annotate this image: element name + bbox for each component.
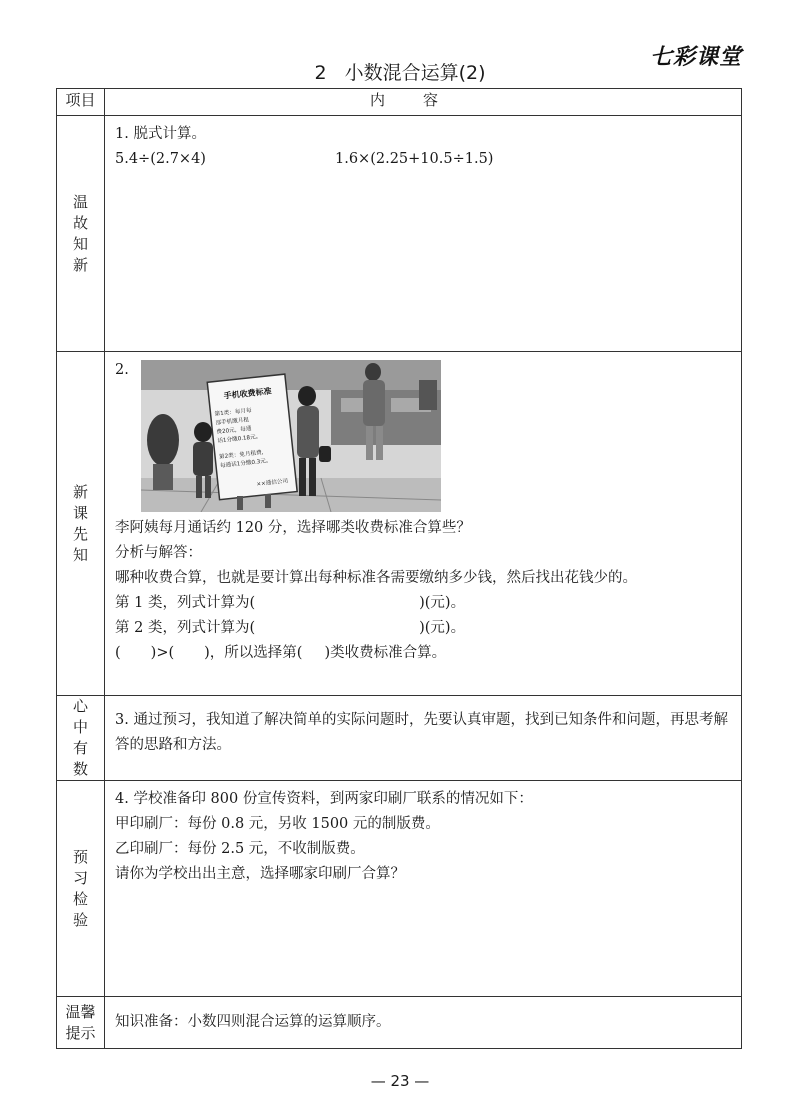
expression-2: 1.6×(2.25+10.5÷1.5) — [335, 151, 494, 167]
section-preview-check — [57, 781, 742, 997]
section-summary — [57, 696, 742, 781]
svg-text:每通话1分缴0.3元。: 每通话1分缴0.3元。 — [219, 458, 272, 470]
sign-title: 手机收费标准 — [223, 386, 272, 401]
section-content — [105, 696, 742, 781]
header-content: 内容 — [105, 89, 742, 116]
section-content — [105, 997, 742, 1049]
section-label: 新 课 先 知 — [57, 352, 105, 696]
question-2-number: 2. — [115, 362, 129, 378]
svg-text:话1分缴0.18元。: 话1分缴0.18元。 — [217, 433, 262, 445]
type2-line: 第 2 类，列式计算为( )(元)。 — [115, 620, 466, 636]
section-content — [105, 781, 742, 997]
section-review — [57, 116, 742, 352]
section-label: 温馨 提示 — [57, 997, 105, 1049]
sign-company: ××通信公司 — [256, 478, 289, 488]
analysis-text: 哪种收费合算，也就是要计算出每种标准各需要缴纳多少钱，然后找出花钱少的。 — [115, 570, 637, 586]
section-label: 预 习 检 验 — [57, 781, 105, 997]
header-item: 项目 — [57, 89, 105, 116]
tip-text: 知识准备：小数四则混合运算的运算顺序。 — [115, 1014, 391, 1030]
expression-1: 5.4÷(2.7×4) — [115, 151, 206, 167]
brand-logo: 七彩课堂 — [649, 45, 742, 70]
question-4-line3: 乙印刷厂：每份 2.5 元，不收制版费。 — [115, 841, 365, 857]
illustration-phone-fee — [141, 360, 441, 512]
question-2-text: 李阿姨每月通话约 120 分，选择哪类收费标准合算些？ — [115, 520, 471, 536]
question-3-text: 3. 通过预习，我知道了解决简单的实际问题时，先要认真审题，找到已知条件和问题，再思考解答的思路和方法。 — [115, 712, 728, 753]
svg-text:部手机缴月租: 部手机缴月租 — [215, 417, 250, 427]
question-4-line1: 4. 学校准备印 800 份宣传资料，到两家印刷厂联系的情况如下： — [115, 791, 533, 807]
section-label: 温 故 知 新 — [57, 116, 105, 352]
svg-text:第1类：每月每: 第1类：每月每 — [214, 407, 252, 418]
analysis-label: 分析与解答： — [115, 545, 202, 561]
lesson-title: 小数混合运算(2) — [344, 62, 486, 84]
section-label: 心 中 有 数 — [57, 696, 105, 781]
section-content — [105, 352, 742, 696]
type1-line: 第 1 类，列式计算为( )(元)。 — [115, 595, 466, 611]
question-4-line2: 甲印刷厂：每份 0.8 元，另收 1500 元的制版费。 — [115, 816, 440, 832]
section-content — [105, 116, 742, 352]
page-number: — 23 — — [370, 1072, 430, 1090]
table-header-row — [57, 89, 742, 116]
section-new-lesson — [57, 352, 742, 696]
section-tip — [57, 997, 742, 1049]
question-1-title: 1. 脱式计算。 — [115, 126, 206, 142]
question-4-line4: 请你为学校出出主意，选择哪家印刷厂合算？ — [115, 866, 405, 882]
lesson-number: 2 — [314, 62, 327, 84]
worksheet-table — [56, 88, 742, 1049]
svg-text:第2类：免月租费，: 第2类：免月租费， — [218, 449, 268, 461]
page-title — [0, 58, 800, 85]
svg-text:费20元，每通: 费20元，每通 — [216, 425, 252, 436]
compare-line: ( )>( )，所以选择第( )类收费标准合算。 — [115, 645, 447, 661]
